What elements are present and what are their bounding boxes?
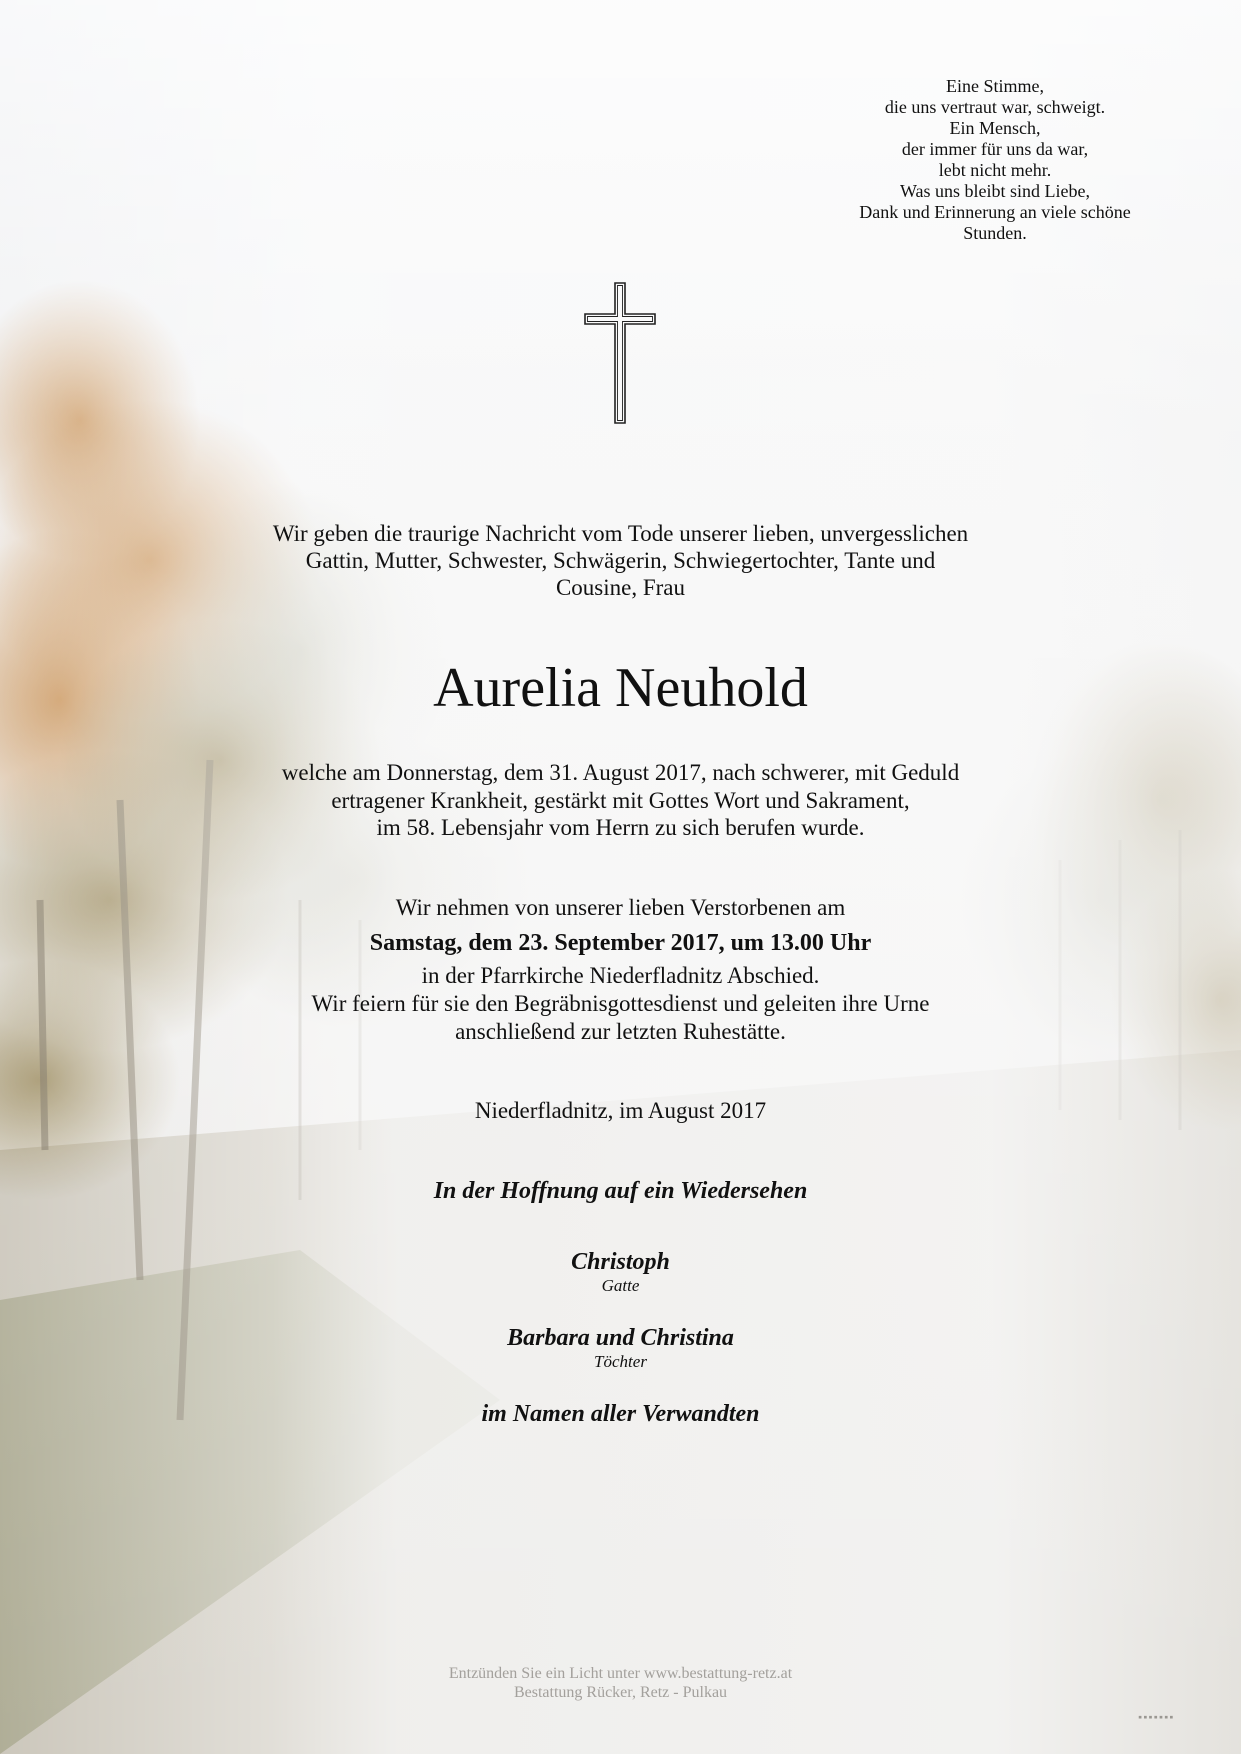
intro-line: Cousine, Frau bbox=[555, 575, 686, 600]
closing-line: im Namen aller Verwandten bbox=[481, 1401, 760, 1427]
mourner-relation: Gatte bbox=[601, 1276, 640, 1295]
footer-line: Entzünden Sie ein Licht unter www.bestattung-retz.at bbox=[448, 1665, 793, 1682]
poem-line: der immer für uns da war, bbox=[901, 139, 1089, 159]
mourner-name: Christoph bbox=[571, 1249, 670, 1275]
funeral-date: Samstag, dem 23. September 2017, um 13.00 Uhr bbox=[369, 930, 872, 956]
footer-line: Bestattung Rücker, Retz - Pulkau bbox=[513, 1684, 728, 1701]
poem-line: Eine Stimme, bbox=[946, 76, 1044, 96]
memorial-poem bbox=[820, 76, 1170, 244]
deceased-name: Aurelia Neuhold bbox=[433, 657, 808, 719]
intro-line: Wir geben die traurige Nachricht vom Tode unserer lieben, unvergesslichen bbox=[272, 521, 969, 546]
footer bbox=[0, 1664, 1241, 1702]
intro-line: Gattin, Mutter, Schwester, Schwägerin, Schwiegertochter, Tante und bbox=[305, 548, 936, 573]
funeral-line: anschließend zur letzten Ruhestätte. bbox=[455, 1019, 786, 1044]
announcement-intro bbox=[0, 520, 1241, 601]
poem-line: lebt nicht mehr. bbox=[938, 160, 1052, 180]
mourner-entry bbox=[0, 1248, 1241, 1296]
print-stamp: ▪▪▪▪▪▪▪ bbox=[1138, 1713, 1175, 1721]
funeral-line: in der Pfarrkirche Niederfladnitz Abschied. bbox=[421, 963, 820, 988]
funeral-line: Wir feiern für sie den Begräbnisgottesdienst und geleiten ihre Urne bbox=[311, 991, 930, 1016]
poem-line: Dank und Erinnerung an viele schöne bbox=[859, 202, 1131, 222]
mourner-relation: Töchter bbox=[594, 1352, 647, 1371]
cross-icon bbox=[583, 282, 657, 424]
poem-line: Was uns bleibt sind Liebe, bbox=[899, 181, 1091, 201]
mourner-name: Barbara und Christina bbox=[507, 1325, 734, 1351]
funeral-details bbox=[0, 962, 1241, 1046]
death-line: welche am Donnerstag, dem 31. August 2017, nach schwerer, mit Geduld bbox=[281, 760, 960, 785]
poem-line: Ein Mensch, bbox=[949, 118, 1041, 138]
death-line: ertragener Krankheit, gestärkt mit Gottes Wort und Sakrament, bbox=[331, 787, 910, 813]
poem-line: Stunden. bbox=[963, 223, 1027, 243]
poem-line: die uns vertraut war, schweigt. bbox=[884, 97, 1106, 117]
death-statement bbox=[0, 759, 1241, 842]
funeral-intro: Wir nehmen von unserer lieben Verstorbenen am bbox=[395, 895, 846, 920]
place-and-date: Niederfladnitz, im August 2017 bbox=[474, 1098, 767, 1123]
death-line: im 58. Lebensjahr vom Herrn zu sich berufen wurde. bbox=[376, 815, 865, 840]
mourner-entry bbox=[0, 1324, 1241, 1372]
hope-line: In der Hoffnung auf ein Wiedersehen bbox=[433, 1178, 808, 1204]
